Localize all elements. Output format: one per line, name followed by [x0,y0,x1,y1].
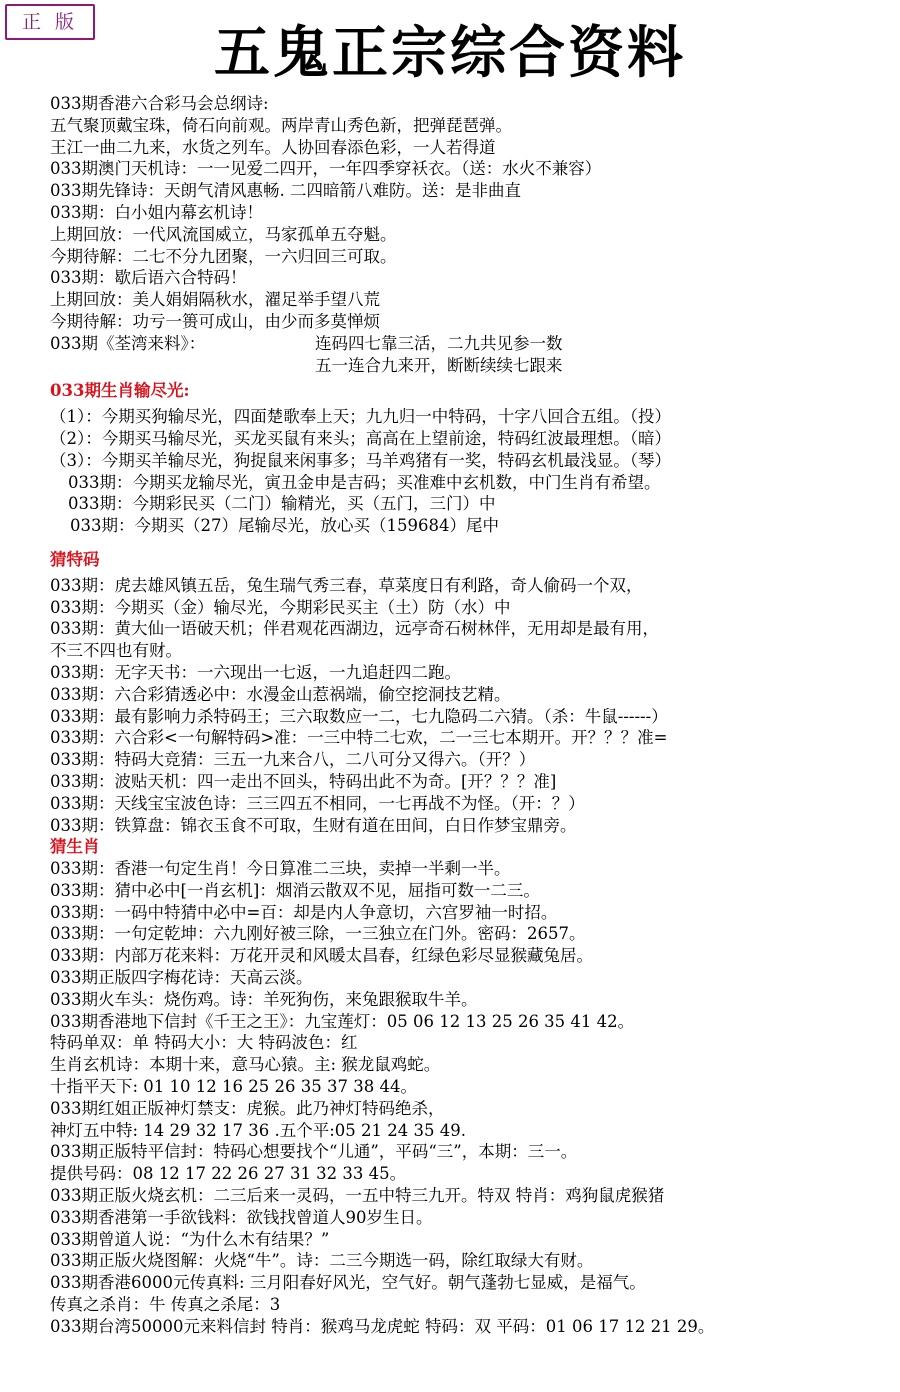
text-line: 传真之杀肖：牛 传真之杀尾：3 [50,1295,281,1315]
text-line: 033期：白小姐内幕玄机诗！ [50,202,263,222]
text-line: 033期：波贴天机：四一走出不回头，特码出此不为奇。[开？？？准] [50,771,557,791]
text-line: 033期香港6000元传真料: 三月阳春好风光，空气好。朝气蓬勃七显威，是福气。 [50,1273,646,1293]
text-line: 033期正版特平信封：特码心想要找个“儿通”，平码“三”，本期：三一。 [50,1142,578,1162]
quanwan-line-2: 五一连合九来开，断断续续七跟来 [315,355,563,375]
text-line: 提供号码：08 12 17 22 26 27 31 32 33 45。 [50,1164,407,1184]
text-line: 033期澳门天机诗：一一见爱二四开，一年四季穿袄衣。（送：水火不兼容） [50,159,602,179]
text-line: 生肖玄机诗：本期十来，意马心猿。主: 猴龙鼠鸡蛇。 [50,1055,441,1075]
text-line: （1）：今期买狗输尽光，四面楚歌奉上天；九九归一中特码，十字八回合五组。（投） [50,407,671,427]
text-line: 033期曾道人说：“为什么木有结果？” [50,1229,330,1249]
text-line: 033期香港地下信封《千王之王》：九宝莲灯：05 06 12 13 25 26 35 41 42。 [50,1011,635,1031]
text-line: 033期：内部万花来料：万花开灵和风暖太昌春，红绿色彩尽显猴藏兔居。 [50,946,593,966]
section-heading-caishengxiao: 猜生肖 [50,837,100,857]
text-line: （3）：今期买羊输尽光，狗捉鼠来闲事多；马羊鸡猪有一奖，特码玄机最浅显。（琴） [50,450,671,470]
text-line: 今期待解：二七不分九团聚，一六归回三可取。 [50,246,397,266]
section-heading-shengxiao: 033期生肖输尽光: [50,381,190,401]
text-line: 033期香港六合彩马会总纲诗: [50,94,269,113]
text-line: 033期：香港一句定生肖！今日算准二三块，卖掉一半剩一半。 [50,859,511,879]
shengxiao-section [50,406,895,537]
text-line: 上期回放：一代风流国威立，马家孤单五夺魁。 [50,224,397,244]
text-line: 033期：歇后语六合特码！ [50,268,247,288]
text-line: 神灯五中特: 14 29 32 17 36 .五个平:05 21 24 35 49. [50,1120,467,1140]
intro-section [50,93,895,376]
page-title: 五鬼正宗综合资料 [214,20,686,86]
text-line: 033期：黄大仙一语破天机；伴君观花西湖边，远亭奇石树林伴，无用却是最有用， [50,619,659,639]
text-line: 033期：猜中必中[一肖玄机]：烟消云散双不见，屈指可数一二三。 [50,880,540,900]
edition-badge: 正 版 [5,4,95,40]
quanwan-row [50,333,895,355]
text-line: 王江一曲二九来，水货之列车。人协回春添色彩，一人若得道 [50,137,496,157]
quanwan-line-1: 连码四七靠三活，二九共见参一数 [315,333,563,353]
text-line: 十指平天下: 01 10 12 16 25 26 35 37 38 44。 [50,1077,417,1097]
text-line: 033期：一码中特猜中必中=百：却是内人争意切，六宫罗袖一时招。 [50,902,558,922]
document-body [50,93,895,1338]
text-line: 033期：虎去雄风镇五岳，兔生瑞气秀三春，草菜度日有利路，奇人偷码一个双， [50,575,643,595]
text-line: 上期回放：美人娟娟隔秋水，濯足举手望八荒 [50,290,380,310]
text-line: 033期：铁算盘：锦衣玉食不可取，生财有道在田间，白日作梦宝鼎旁。 [50,815,577,835]
text-line: 033期香港第一手欲钱料：欲钱找曾道人90岁生日。 [50,1207,433,1227]
text-line: 今期待解：功亏一篑可成山，由少而多莫惮烦 [50,311,380,331]
text-line: 033期火车头：烧伤鸡。诗：羊死狗伤，来兔跟猴取牛羊。 [50,989,478,1009]
text-line: 033期：天线宝宝波色诗：三三四五不相同，一七再战不为怪。（开：？） [50,793,585,813]
section-heading-tema: 猜特码 [50,549,100,569]
text-line: （2）：今期买马输尽光，买龙买鼠有来头；高高在上望前途，特码红波最理想。（暗） [50,428,671,448]
text-line: 033期：特码大竞猜：三五一九来合八，二八可分又得六。（开？） [50,750,536,770]
text-line: 033期：六合彩猜透必中：水漫金山惹祸端，偷空挖洞技艺精。 [50,684,511,704]
text-line: 033期：最有影响力杀特码王；三六取数应一二，七九隐码二六猜。（杀：牛鼠------） [50,706,668,726]
text-line: 033期：一句定乾坤：六九刚好被三除，一三独立在门外。密码：2657。 [50,924,586,944]
text-line: 033期：今期彩民买（二门）输精光，买（五门，三门）中 [68,494,496,514]
text-line: 五气聚顶戴宝珠，倚石向前观。两岸青山秀色新，把弹琵琶弹。 [50,115,512,135]
text-line: 033期先锋诗：天朗气清风惠畅. 二四暗箭八难防。送：是非曲直 [50,181,521,201]
text-line: 033期正版火烧玄机：二三后来一灵码，一五中特三九开。特双 特肖：鸡狗鼠虎猴猪 [50,1186,665,1206]
text-line: 特码单双：单 特码大小：大 特码波色：红 [50,1033,358,1053]
tema-section [50,575,895,837]
text-line: 033期：无字天书：一六现出一七返，一九追赶四二跑。 [50,662,461,682]
text-line: 033期：六合彩<一句解特码>准：一三中特二七欢，二一三七本期开。开？？？准= [50,728,668,748]
caishengxiao-section [50,858,895,1338]
text-line: 033期台湾50000元来料信封 特肖：猴鸡马龙虎蛇 特码：双 平码：01 06 17 12 21 29。 [50,1316,715,1336]
text-line: 033期正版火烧图解：火烧“牛”。诗：二三今期选一码，除红取绿大有财。 [50,1251,594,1271]
text-line: 033期：今期买（27）尾输尽光，放心买（159684）尾中 [70,516,499,536]
text-line: 033期：今期买（金）输尽光，今期彩民买主（土）防（水）中 [50,597,511,617]
text-line: 033期正版四字梅花诗：天高云淡。 [50,968,313,988]
text-line: 033期：今期买龙输尽光，寅丑金申是吉码；买准难中玄机数，中门生肖有希望。 [68,472,661,492]
text-line: 不三不四也有财。 [50,641,182,661]
text-line: 033期红姐正版神灯禁支：虎猴。此乃神灯特码绝杀， [50,1098,445,1118]
quanwan-label: 033期《荃湾来料》： [50,333,206,353]
